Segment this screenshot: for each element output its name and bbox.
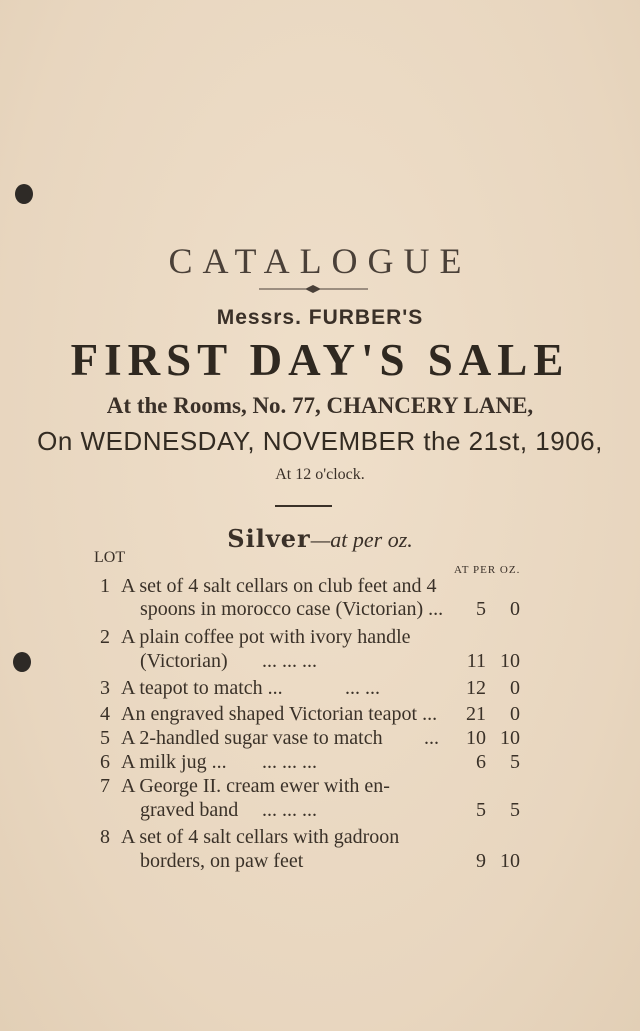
lot-number: 5	[100, 727, 110, 749]
lot-number: 1	[100, 575, 110, 597]
price-pence: 0	[510, 703, 520, 725]
lot-number: 6	[100, 751, 110, 773]
lot-description-continued: borders, on paw feet	[140, 850, 304, 872]
leader-dots: ...	[424, 727, 439, 749]
price-shillings: 12	[466, 677, 486, 699]
leader-dots: ... ... ...	[262, 751, 317, 773]
section-heading-gothic: Silver	[227, 524, 311, 553]
lot-row-continuation	[0, 650, 640, 680]
price-shillings: 21	[466, 703, 486, 725]
lot-description: A set of 4 salt cellars with gadroon	[121, 826, 400, 848]
price-shillings: 9	[476, 850, 486, 872]
lot-number: 4	[100, 703, 110, 725]
leader-dots: ... ... ...	[262, 650, 317, 672]
section-heading-rest: —at per oz.	[310, 527, 413, 552]
price-shillings: 5	[476, 598, 486, 620]
lot-row-continuation	[0, 799, 640, 829]
price-pence: 0	[510, 677, 520, 699]
lot-description: A set of 4 salt cellars on club feet and 4	[121, 575, 437, 597]
price-shillings: 5	[476, 799, 486, 821]
lot-description-continued: graved band	[140, 799, 239, 821]
price-pence: 10	[500, 650, 520, 672]
sale-title: FIRST DAY'S SALE	[70, 335, 570, 385]
lot-description-continued: spoons in morocco case (Victorian) ...	[140, 598, 444, 620]
binding-hole	[15, 184, 33, 204]
lot-row-continuation	[0, 598, 640, 628]
lot-number: 8	[100, 826, 110, 848]
price-pence: 0	[510, 598, 520, 620]
price-pence: 10	[500, 727, 520, 749]
lot-description: A 2-handled sugar vase to match	[121, 727, 383, 749]
lot-description: A milk jug ...	[121, 751, 227, 773]
lot-description: A teapot to match ...	[121, 677, 283, 699]
lot-row-continuation	[0, 850, 640, 880]
price-pence: 10	[500, 850, 520, 872]
price-shillings: 11	[466, 650, 486, 672]
leader-dots: ... ...	[345, 677, 380, 699]
date-line: On WEDNESDAY, NOVEMBER the 21st, 1906,	[37, 426, 603, 456]
ornament-divider-icon	[0, 283, 640, 295]
lot-description: A plain coffee pot with ivory handle	[121, 626, 411, 648]
lot-number: 7	[100, 775, 110, 797]
catalogue-title: CATALOGUE	[168, 241, 472, 281]
leader-dots: ... ... ...	[262, 799, 317, 821]
price-pence: 5	[510, 751, 520, 773]
lot-description-continued: (Victorian)	[140, 650, 228, 672]
venue-line: At the Rooms, No. 77, CHANCERY LANE,	[106, 393, 534, 418]
lot-number: 2	[100, 626, 110, 648]
lot-description: An engraved shaped Victorian teapot ...	[121, 703, 438, 725]
time-line: At 12 o'clock.	[275, 466, 365, 483]
lot-number: 3	[100, 677, 110, 699]
lot-description: A George II. cream ewer with en-	[121, 775, 390, 797]
price-pence: 5	[510, 799, 520, 821]
price-shillings: 6	[476, 751, 486, 773]
price-column-header: AT PER OZ.	[454, 564, 521, 576]
price-shillings: 10	[466, 727, 486, 749]
auctioneer-name: Messrs. FURBER'S	[216, 306, 424, 329]
lot-column-header: LOT	[94, 549, 126, 566]
divider-rule	[275, 505, 332, 507]
